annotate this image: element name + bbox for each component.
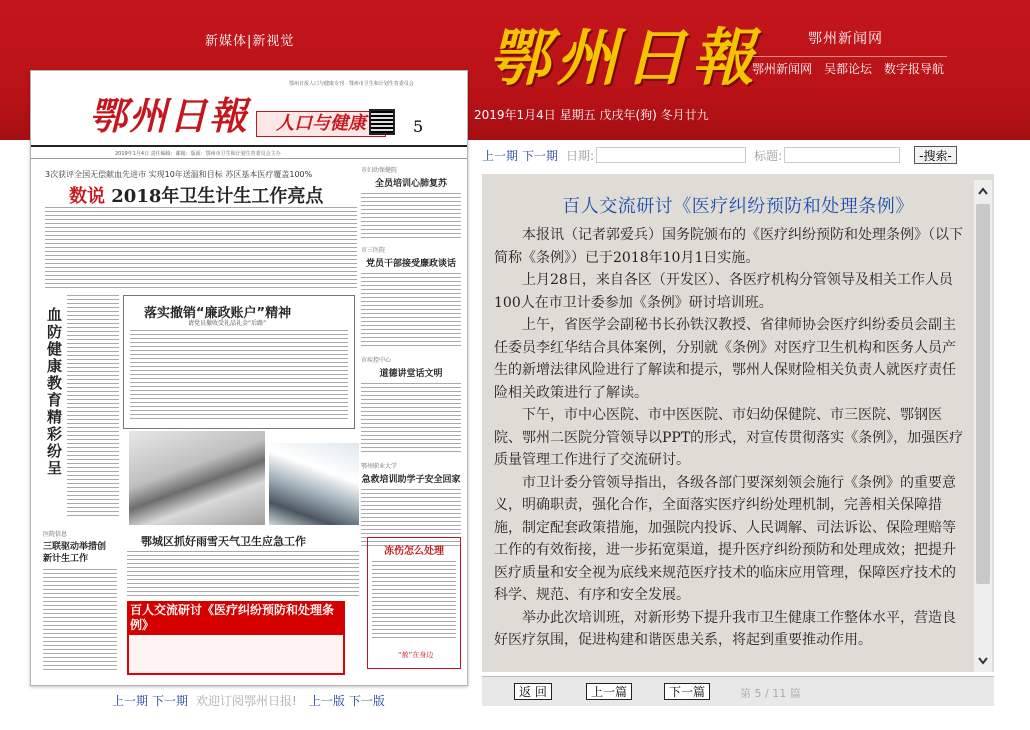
prev-issue-link[interactable]: 上一期 bbox=[112, 694, 149, 708]
boxed-article-text bbox=[130, 330, 348, 422]
article-panel bbox=[474, 140, 1004, 708]
rc-title[interactable]: 急救培训助学子安全回家 bbox=[361, 475, 461, 485]
scroll-down-icon[interactable] bbox=[976, 654, 990, 668]
newspaper-logo: 鄂州日報 bbox=[488, 21, 761, 94]
rc-title[interactable]: 道德讲堂话文明 bbox=[379, 369, 443, 379]
bottom-article-text[interactable] bbox=[127, 551, 359, 597]
lead-headline-prefix: 数说 bbox=[69, 186, 105, 207]
page-number: 5 bbox=[413, 117, 424, 136]
article-paragraph: 市卫计委分管领导指出，各级各部门要深刻领会施行《条例》的重要意义，明确职责，强化合作，全面落实医疗纠纷处理机制，完善相关保障措施，制定配套政策措施，加强院内投诉、人民调解、司法诉讼、保险理赔等工作的有效衔接，进一步拓宽渠道，提升医疗纠纷预防和处理成效；把提升医疗质量和安全视为底线来规范医疗技术的临床应用管理，保障医疗技术的科学、规范、有序和安全发展。 bbox=[494, 474, 956, 603]
left-small-tag: 医院信息 bbox=[43, 531, 68, 538]
article-paragraph: 上午，省医学会副秘书长孙铁汉教授、省律师协会医疗纠纷委员会副主任委员李红华结合具体案例，分别就《条例》对医疗卫生机构和医务人员产生的新增法律风险进行了解读和提示，鄂州人保财险相关负责人就医疗责任险相关政策进行了解读。 bbox=[494, 317, 956, 401]
rc-tag: 市疾控中心 bbox=[361, 357, 392, 364]
date-input[interactable] bbox=[596, 147, 746, 163]
next-issue-link[interactable]: 下一期 bbox=[152, 694, 189, 708]
boxed-article[interactable] bbox=[123, 295, 355, 429]
rc-title[interactable]: 全员培训心肺复苏 bbox=[374, 179, 447, 189]
header-tagline: 新媒体|新视觉 bbox=[205, 34, 295, 49]
bottom-article-title[interactable]: 鄂城区抓好雨雪天气卫生应急工作 bbox=[141, 535, 306, 548]
article-count: 第 5 / 11 篇 bbox=[740, 687, 801, 700]
article-scrollbar[interactable] bbox=[974, 180, 992, 672]
header-links bbox=[752, 60, 944, 77]
lead-headline[interactable] bbox=[69, 182, 323, 208]
article-nav-bar bbox=[482, 676, 994, 706]
back-button[interactable]: 返 回 bbox=[514, 683, 552, 700]
prev-layout-link[interactable]: 上一版 bbox=[308, 694, 345, 708]
boxed-article-title: 落实撤销“廉政账户”精神 bbox=[144, 306, 292, 321]
rc-text[interactable] bbox=[361, 273, 461, 349]
frostbite-title: 冻伤怎么处理 bbox=[384, 546, 444, 557]
frostbite-box[interactable] bbox=[367, 537, 461, 669]
rc-title[interactable]: 党员干部接受廉政谈话 bbox=[365, 259, 456, 269]
vertical-headline[interactable]: 血防健康教育精彩纷呈 bbox=[47, 306, 63, 477]
frostbite-ad: “赦”在身边 bbox=[398, 651, 434, 659]
page-masthead bbox=[31, 71, 467, 147]
left-small-text[interactable] bbox=[43, 569, 117, 673]
rc-text[interactable] bbox=[361, 193, 461, 239]
date-label: 日期: bbox=[566, 148, 595, 163]
qr-code-icon bbox=[369, 109, 395, 135]
rc-tag: 鄂州职业大学 bbox=[361, 463, 398, 470]
header-divider bbox=[752, 56, 947, 57]
snow-photo[interactable] bbox=[129, 431, 265, 525]
title-input[interactable] bbox=[784, 147, 900, 163]
page-notes: 鄂州日报人口与健康专刊 · 鄂州市卫生和计划生育委员会 bbox=[289, 81, 414, 87]
link-digital-nav[interactable]: 数字报导航 bbox=[884, 62, 945, 76]
scroll-up-icon[interactable] bbox=[976, 184, 990, 198]
title-label: 标题: bbox=[754, 148, 783, 163]
frostbite-text bbox=[372, 561, 456, 641]
link-news-site[interactable]: 鄂州新闻网 bbox=[752, 62, 813, 76]
article-paragraph: 举办此次培训班，对新形势下提升我市卫生健康工作整体水平，营造良好医疗氛围，促进构建和谐医患关系，将起到重要推动作用。 bbox=[494, 609, 956, 648]
page-nav bbox=[112, 692, 385, 709]
next-layout-link[interactable]: 下一版 bbox=[348, 694, 385, 708]
link-wudu-forum[interactable]: 吴都论坛 bbox=[824, 62, 873, 76]
search-button[interactable]: -搜索- bbox=[914, 146, 957, 164]
page-logo: 鄂州日報 bbox=[89, 93, 250, 138]
article-paragraph: 上月28日，来自各区（开发区）、各医疗机构分管领导及相关工作人员100人在市卫计委参加《条例》研讨培训班。 bbox=[494, 272, 953, 311]
newspaper-page-thumbnail[interactable] bbox=[30, 70, 468, 686]
search-next-issue[interactable]: 下一期 bbox=[522, 148, 559, 163]
site-name: 鄂州新闻网 bbox=[808, 31, 883, 47]
rc-tag: 市妇幼保健院 bbox=[361, 167, 398, 174]
article-body bbox=[482, 218, 976, 652]
scroll-thumb[interactable] bbox=[976, 204, 990, 584]
rc-text[interactable] bbox=[361, 383, 461, 455]
next-article-button[interactable]: 下一篇 bbox=[664, 683, 710, 700]
article-paragraph: 下午，市中心医院、市中医医院、市妇幼保健院、市三医院、鄂钢医院、鄂州二医院分管领导以PPT的形式，对宣传贯彻落实《条例》，加强医疗质量管理工作进行了交流研讨。 bbox=[494, 407, 964, 468]
prev-article-button[interactable]: 上一篇 bbox=[586, 683, 632, 700]
search-prev-issue[interactable]: 上一期 bbox=[482, 148, 519, 163]
left-small-title[interactable]: 三联驱动举措创新计生工作 bbox=[43, 542, 107, 564]
lead-subhead[interactable]: 3次获评全国无偿献血先进市 实现10年送温和目标 苏区基本医疗覆盖100% bbox=[45, 170, 313, 179]
search-bar bbox=[474, 142, 994, 168]
page-meta: 2019年1月4日 责任编辑：邮箱：版面：鄂州市卫生和计划生育委员会主办 bbox=[31, 149, 467, 159]
lead-headline-rest: 2018年卫生计生工作亮点 bbox=[111, 186, 324, 207]
article-content[interactable] bbox=[482, 174, 994, 672]
section-name: 人口与健康 bbox=[256, 111, 386, 137]
article-title: 百人交流研讨《医疗纠纷预防和处理条例》 bbox=[562, 196, 914, 217]
subscribe-marquee[interactable]: 欢迎订阅鄂州日报! bbox=[196, 694, 297, 708]
right-column bbox=[361, 163, 461, 549]
street-photo[interactable] bbox=[269, 443, 359, 525]
left-column-text[interactable] bbox=[67, 295, 119, 519]
article-paragraph: 本报讯（记者郭爱兵）国务院颁布的《医疗纠纷预防和处理条例》（以下简称《条例》）已于2018年10月1日实施。 bbox=[494, 227, 963, 266]
boxed-article-subtitle: 请党员撤收受礼品礼金“后路” bbox=[188, 320, 267, 327]
selected-article-label[interactable]: 百人交流研讨《医疗纠纷预防和处理条例》 bbox=[127, 601, 345, 635]
issue-date: 2019年1月4日 星期五 戊戌年(狗) 冬月廿九 bbox=[474, 108, 709, 122]
rc-tag: 市三医院 bbox=[361, 247, 386, 254]
lead-article-text[interactable] bbox=[45, 207, 357, 289]
